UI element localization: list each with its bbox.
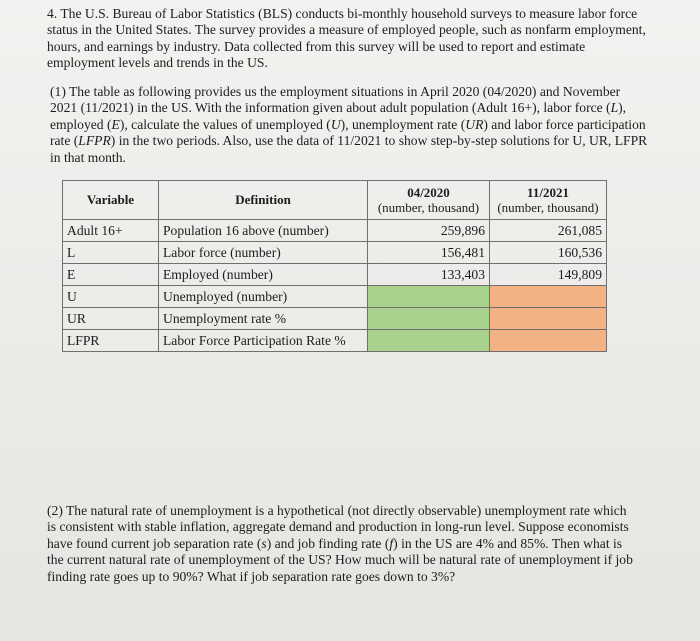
answer-cell-2021[interactable] xyxy=(490,330,607,352)
part-1-instructions xyxy=(50,84,650,166)
cell-variable: L xyxy=(63,242,159,264)
cell-definition: Unemployed (number) xyxy=(159,286,368,308)
table-header-row xyxy=(63,181,607,220)
cell-variable: Adult 16+ xyxy=(63,220,159,242)
header-variable: Variable xyxy=(63,181,159,220)
part-2-text: ) in the US are 4% and 85%. Then what is the current natural rate of unemployment of the US? How much will be natural rate of unemployment if job finding rate goes up to 90%? What if job separation rate goes down to 3%? xyxy=(47,535,633,584)
period-2020-label: 04/2020 xyxy=(407,185,450,200)
cell-definition: Unemployment rate % xyxy=(159,308,368,330)
header-period-2021 xyxy=(490,181,607,220)
cell-value-2021: 160,536 xyxy=(490,242,607,264)
table-row xyxy=(63,330,607,352)
period-2021-label: 11/2021 xyxy=(527,185,569,200)
cell-variable: E xyxy=(63,264,159,286)
cell-definition: Employed (number) xyxy=(159,264,368,286)
period-2021-unit: (number, thousand) xyxy=(497,200,599,215)
answer-cell-2020[interactable] xyxy=(368,308,490,330)
cell-definition: Labor force (number) xyxy=(159,242,368,264)
part-1-text: ), calculate the values of unemployed ( xyxy=(119,116,331,132)
part-2-text: (2) The natural rate of unemployment is a hypothetical (not directly observable) unemployment rate which is consistent with stable inflation, aggregate demand and production in long-run level. Suppose economists have found current job separation rate ( xyxy=(47,503,629,551)
answer-cell-2020[interactable] xyxy=(368,330,490,352)
part-1-text: ) in the two periods. Also, use the data of 11/2021 to show step-by-step solutions for U, UR, LFPR in that month. xyxy=(50,133,648,165)
answer-cell-2021[interactable] xyxy=(490,286,607,308)
table-row xyxy=(63,264,607,286)
question-4-intro: 4. The U.S. Bureau of Labor Statistics (BLS) conducts bi-monthly household surveys to measure labor force status in the United States. The survey provides a measure of employed people, such as nonfarm employment, hours, and earnings by industry. Data collected from this survey will be used to report and estimate employment levels and trends in the US. xyxy=(47,6,646,71)
part-2-text: ) and job finding rate ( xyxy=(266,535,390,551)
symbol-f: f xyxy=(389,535,394,551)
symbol-U: U xyxy=(330,116,341,132)
symbol-E: E xyxy=(111,116,120,132)
table-row xyxy=(63,220,607,242)
symbol-LFPR: LFPR xyxy=(78,133,111,149)
cell-variable: U xyxy=(63,286,159,308)
part-1-text: ) and labor force participation rate ( xyxy=(50,116,646,149)
header-period-2020 xyxy=(368,181,490,220)
part-1-text: ), employed ( xyxy=(50,100,627,132)
table-row xyxy=(63,308,607,330)
cell-variable: UR xyxy=(63,308,159,330)
part-1-text: ), unemployment rate ( xyxy=(340,116,466,132)
period-2020-unit: (number, thousand) xyxy=(377,200,480,215)
cell-value-2021: 149,809 xyxy=(490,264,607,286)
symbol-s: s xyxy=(261,535,267,551)
cell-value-2020: 259,896 xyxy=(368,220,490,242)
employment-table xyxy=(62,180,607,352)
header-definition: Definition xyxy=(159,181,368,220)
cell-value-2021: 261,085 xyxy=(490,220,607,242)
symbol-UR: UR xyxy=(465,116,484,132)
cell-variable: LFPR xyxy=(63,330,159,352)
symbol-L: L xyxy=(610,100,619,116)
cell-definition: Labor Force Participation Rate % xyxy=(159,330,368,352)
answer-cell-2020[interactable] xyxy=(368,286,490,308)
table-row xyxy=(63,242,607,264)
answer-cell-2021[interactable] xyxy=(490,308,607,330)
cell-value-2020: 133,403 xyxy=(368,264,490,286)
table-row xyxy=(63,286,607,308)
part-1-text: (1) The table as following provides us the employment situations in April 2020 (04/2020) and November 2021 (11/2021) in the US. With the information given about adult population (Adult 16+), labor force ( xyxy=(50,84,621,116)
cell-value-2020: 156,481 xyxy=(368,242,490,264)
cell-definition: Population 16 above (number) xyxy=(159,220,368,242)
part-2-question xyxy=(47,503,637,585)
